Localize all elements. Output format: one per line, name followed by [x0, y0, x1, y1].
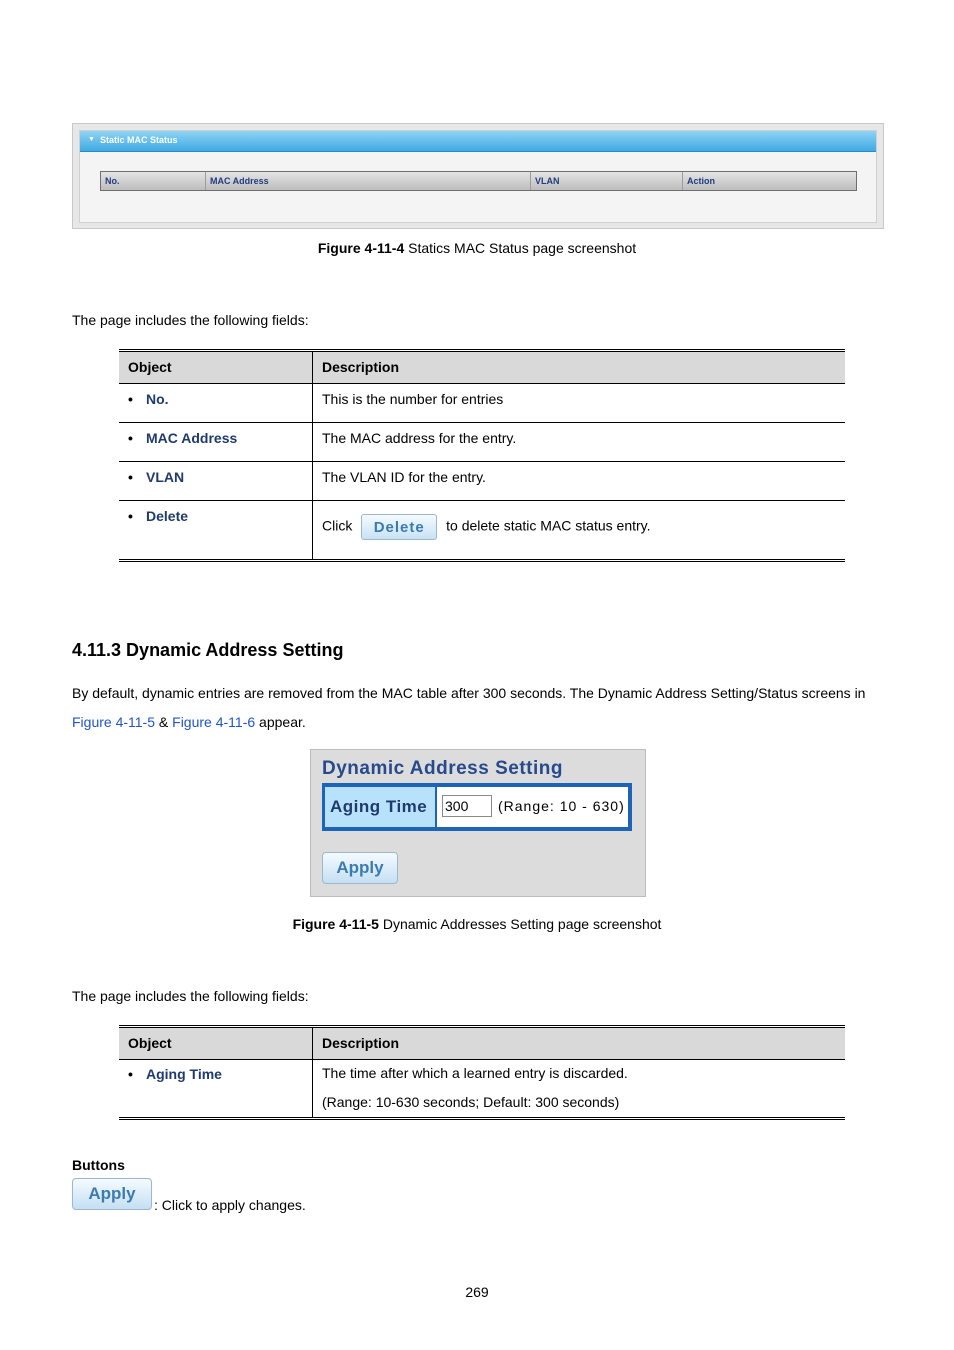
table-header — [119, 352, 845, 384]
click-text: Click — [322, 517, 353, 534]
description — [313, 501, 845, 559]
form-title: Dynamic Address Setting — [322, 758, 563, 779]
header-description: Description — [322, 359, 400, 375]
delete-desc-text: to delete static MAC status entry. — [446, 517, 651, 534]
panel-title: Static MAC Status — [100, 135, 178, 145]
table-row — [119, 384, 845, 423]
aging-time-value-cell — [437, 787, 628, 827]
table-row — [119, 423, 845, 462]
description: The VLAN ID for the entry. — [322, 469, 486, 485]
caption-label: Figure 4-11-5 — [292, 916, 379, 932]
apply-button[interactable]: Apply — [322, 852, 398, 884]
description-line2: (Range: 10-630 seconds; Default: 300 seconds) — [322, 1094, 620, 1110]
description-line1: The time after which a learned entry is discarded. — [322, 1065, 628, 1081]
section-paragraph-line2 — [72, 714, 306, 730]
header-object: Object — [119, 1028, 313, 1059]
range-text: (Range: 10 - 630) — [498, 798, 625, 814]
apply-description: : Click to apply changes. — [154, 1197, 306, 1213]
aging-time-label: Aging Time — [325, 787, 435, 827]
collapse-triangle-icon[interactable]: ▼ — [88, 136, 95, 143]
table-row — [119, 1060, 845, 1117]
table-row — [119, 462, 845, 501]
panel-header[interactable] — [80, 131, 876, 152]
table-row — [119, 501, 845, 559]
fields-table-2 — [119, 1025, 845, 1120]
static-mac-status-screenshot — [72, 123, 884, 229]
column-mac-address: MAC Address — [206, 172, 531, 190]
dynamic-address-setting-screenshot — [310, 749, 646, 897]
static-mac-status-panel — [79, 130, 877, 223]
figure-link-4-11-6[interactable]: Figure 4-11-6 — [172, 714, 256, 730]
intro-text-1: The page includes the following fields: — [72, 312, 309, 328]
object-mac-address: • MAC Address — [128, 430, 237, 446]
caption-text: Statics MAC Status page screenshot — [404, 240, 637, 256]
section-paragraph-line1: By default, dynamic entries are removed from the MAC table after 300 seconds. The Dynamic Address Setting/Status screens in — [72, 685, 866, 701]
apply-button[interactable]: Apply — [72, 1178, 152, 1210]
intro-text-2: The page includes the following fields: — [72, 988, 309, 1004]
aging-time-input[interactable] — [442, 795, 492, 817]
caption-label: Figure 4-11-4 — [317, 240, 405, 256]
column-vlan: VLAN — [531, 172, 683, 190]
description: This is the number for entries — [322, 391, 504, 407]
description: The MAC address for the entry. — [322, 430, 517, 446]
appear-text: appear. — [259, 714, 306, 730]
figure-link-4-11-5[interactable]: Figure 4-11-5 — [72, 714, 156, 730]
ampersand: & — [158, 714, 169, 730]
caption-text: Dynamic Addresses Setting page screenshot — [378, 916, 662, 932]
header-description: Description — [322, 1035, 400, 1051]
description — [313, 1060, 845, 1117]
page-number: 269 — [465, 1284, 489, 1300]
figure-caption-2 — [0, 916, 954, 932]
object-delete: • Delete — [128, 508, 188, 524]
figure-caption-1 — [0, 240, 954, 256]
static-mac-table-header — [100, 171, 857, 191]
delete-button[interactable]: Delete — [361, 514, 437, 540]
fields-table-1 — [119, 349, 845, 562]
section-heading: 4.11.3 Dynamic Address Setting — [72, 640, 344, 660]
table-header — [119, 1028, 845, 1060]
header-object: Object — [119, 352, 313, 383]
object-aging-time: • Aging Time — [128, 1066, 222, 1082]
object-no: • No. — [128, 391, 169, 407]
buttons-heading: Buttons — [72, 1157, 125, 1173]
column-action: Action — [687, 176, 715, 186]
aging-time-box — [322, 783, 632, 831]
object-vlan: • VLAN — [128, 469, 184, 485]
column-no: No. — [101, 172, 206, 190]
